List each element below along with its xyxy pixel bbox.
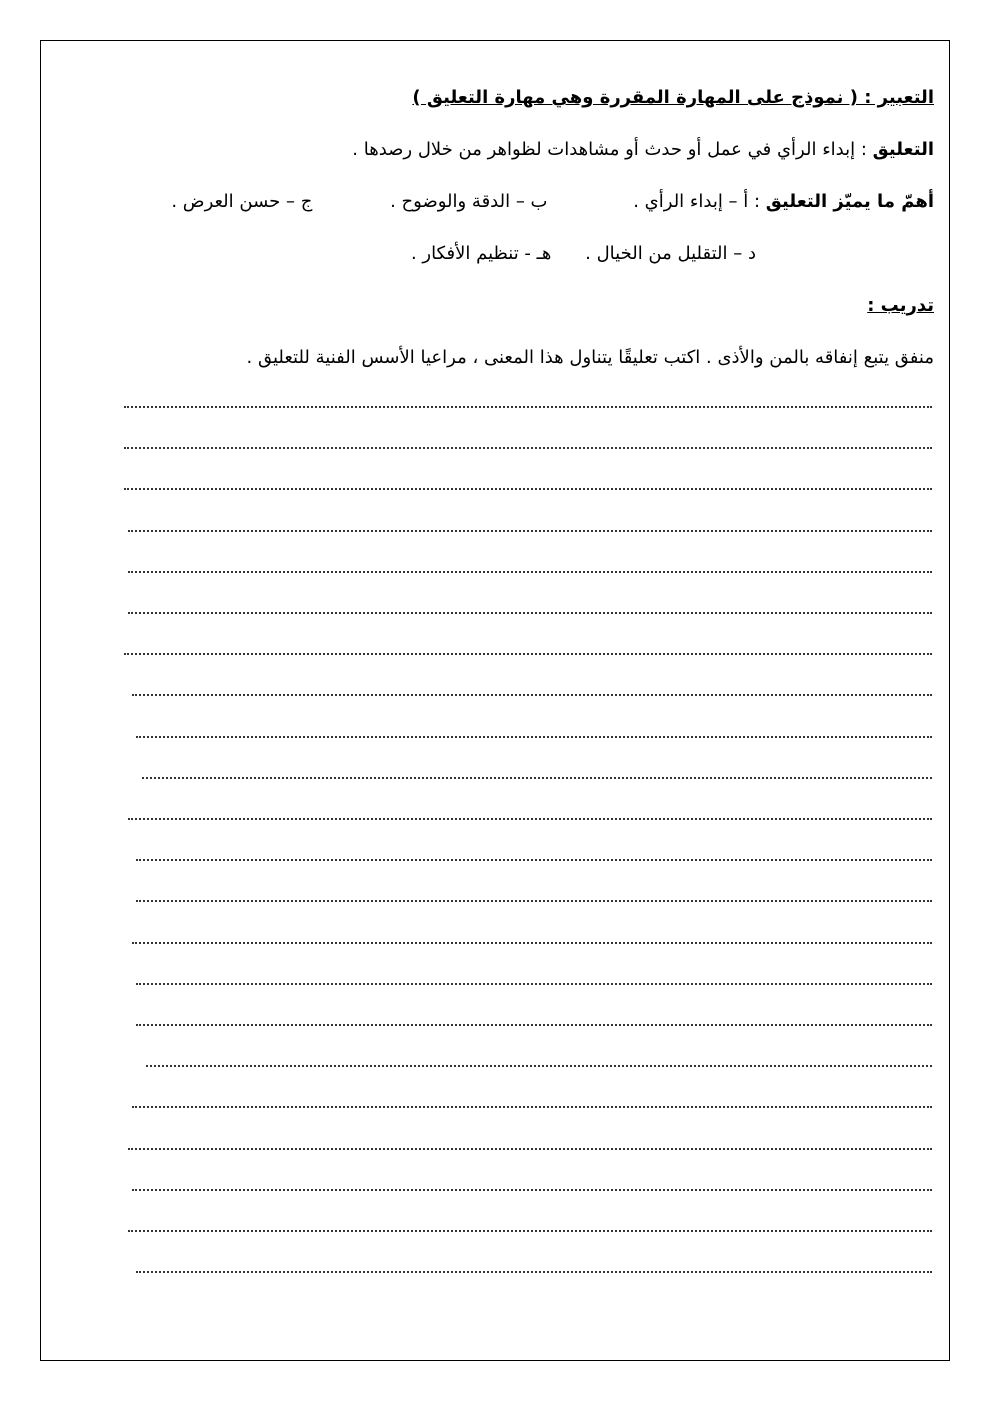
exercise-label: تدريب : [867, 295, 934, 316]
answer-line[interactable] [132, 942, 932, 944]
answer-line[interactable] [146, 1065, 932, 1067]
page-title: التعبير : ( نموذج على المهارة المقررة وهي مهارة التعليق ) [412, 87, 934, 108]
answer-line[interactable] [132, 1189, 932, 1191]
feature-b: ب – الدقة والوضوح . [390, 191, 548, 212]
features-line [100, 190, 934, 214]
answer-line[interactable] [124, 406, 932, 408]
answer-line[interactable] [132, 1106, 932, 1108]
answer-line[interactable] [124, 447, 932, 449]
feature-a: : أ – إبداء الرأي . [633, 191, 766, 212]
answer-line[interactable] [132, 694, 932, 696]
definition-text: : إبداء الرأي في عمل أو حدث أو مشاهدات لظواهر من خلال رصدها . [352, 139, 873, 160]
answer-line[interactable] [128, 612, 932, 614]
exercise-prompt: منفق يتبع إنفاقه بالمن والأذى . اكتب تعليقًا يتناول هذا المعنى ، مراعيا الأسس الفنية للتعليق . [246, 347, 934, 368]
features-line-2 [411, 242, 756, 266]
answer-line[interactable] [136, 1024, 932, 1026]
page-border [40, 40, 950, 1361]
answer-line[interactable] [136, 859, 932, 861]
answer-line[interactable] [142, 777, 932, 779]
definition-line [352, 138, 934, 162]
answer-line[interactable] [136, 900, 932, 902]
answer-line[interactable] [136, 736, 932, 738]
answer-line[interactable] [128, 530, 932, 532]
features-label: أهمّ ما يميّز التعليق [765, 191, 934, 212]
answer-line[interactable] [124, 488, 932, 490]
answer-line[interactable] [128, 571, 932, 573]
definition-term: التعليق [872, 139, 934, 160]
feature-e: هـ - تنظيم الأفكار . [410, 243, 552, 264]
answer-line[interactable] [136, 1271, 932, 1273]
answer-line[interactable] [128, 1230, 932, 1232]
feature-c: ج – حسن العرض . [171, 191, 313, 212]
answer-line[interactable] [124, 653, 932, 655]
answer-line[interactable] [136, 983, 932, 985]
feature-d: د – التقليل من الخيال . [585, 243, 756, 264]
answer-line[interactable] [128, 1148, 932, 1150]
answer-line[interactable] [128, 818, 932, 820]
